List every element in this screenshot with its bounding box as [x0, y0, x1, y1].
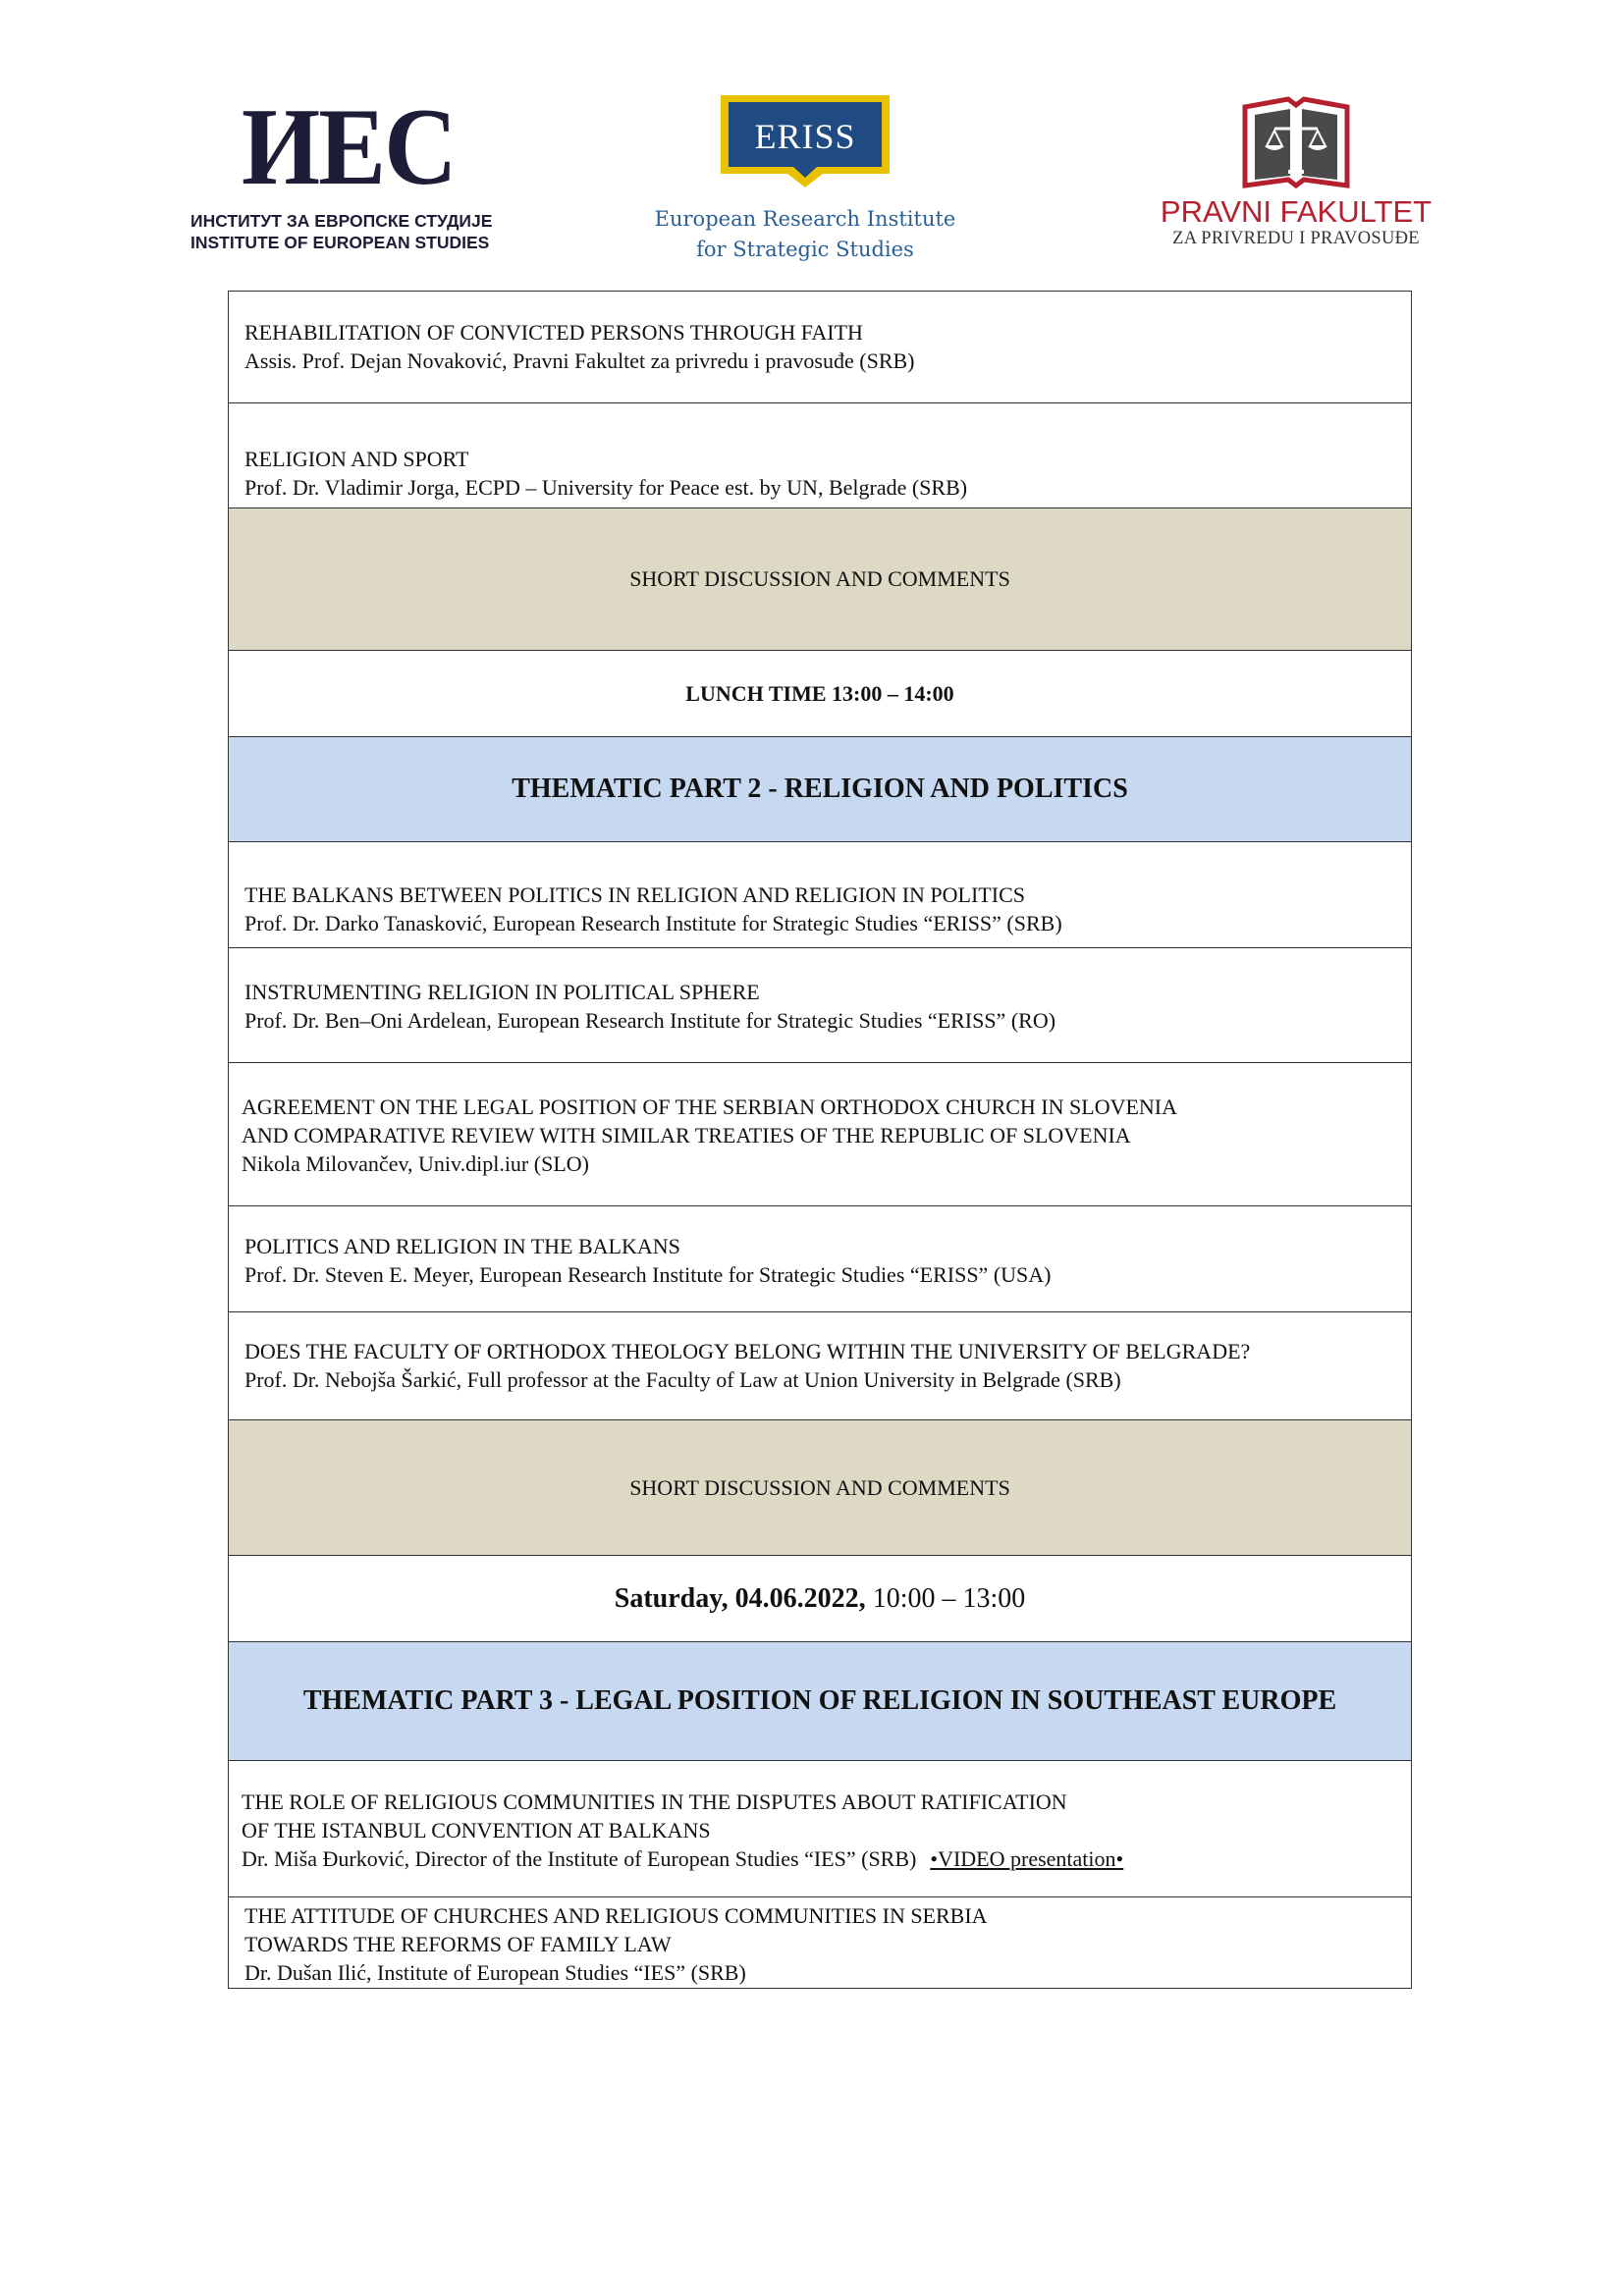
- eriss-name-line-1: European Research Institute: [654, 207, 956, 231]
- program-row-discussion: [229, 507, 1411, 650]
- discussion-label: SHORT DISCUSSION AND COMMENTS: [629, 1474, 1010, 1500]
- talk-speaker: Dr. Miša Đurković, Director of the Institute of European Studies “IES” (SRB): [242, 1846, 917, 1871]
- lunch-label: LUNCH TIME 13:00 – 14:00: [685, 680, 954, 706]
- talk-title: THE BALKANS BETWEEN POLITICS IN RELIGION AND RELIGION IN POLITICS: [244, 882, 1025, 907]
- talk-title: POLITICS AND RELIGION IN THE BALKANS: [244, 1234, 680, 1258]
- program-row-talk: [229, 1062, 1411, 1205]
- talk-title: DOES THE FACULTY OF ORTHODOX THEOLOGY BELONG WITHIN THE UNIVERSITY OF BELGRADE?: [244, 1339, 1251, 1363]
- program-row-discussion: [229, 1419, 1411, 1555]
- ies-logo: [190, 86, 505, 253]
- talk-title-continued: TOWARDS THE REFORMS OF FAMILY LAW: [244, 1932, 672, 1956]
- talk-speaker: Assis. Prof. Dejan Novaković, Pravni Fakultet za privredu i pravosuđe (SRB): [244, 348, 915, 373]
- program-row-lunch: [229, 650, 1411, 736]
- program-row-talk: [229, 402, 1411, 507]
- program-row-talk: [229, 1205, 1411, 1311]
- eriss-badge-text: ERISS: [754, 117, 856, 156]
- program-row-talk: [229, 841, 1411, 947]
- eriss-badge-icon: [719, 93, 892, 191]
- talk-speaker: Prof. Dr. Steven E. Meyer, European Research Institute for Strategic Studies “ERISS” (USA): [244, 1262, 1052, 1287]
- talk-speaker: Nikola Milovančev, Univ.dipl.iur (SLO): [242, 1151, 589, 1176]
- talk-title: AGREEMENT ON THE LEGAL POSITION OF THE SERBIAN ORTHODOX CHURCH IN SLOVENIA: [242, 1095, 1178, 1119]
- theme-heading: THEMATIC PART 2 - RELIGION AND POLITICS: [512, 774, 1128, 804]
- program-row-talk: [229, 1760, 1411, 1896]
- program-row-day: [229, 1555, 1411, 1641]
- talk-speaker: Prof. Dr. Nebojša Šarkić, Full professor at the Faculty of Law at Union University in Belgrade (SRB): [244, 1367, 1121, 1392]
- pravni-fakultet-logo: [1154, 95, 1438, 248]
- pravni-fakultet-subtitle: ZA PRIVREDU I PRAVOSUĐE: [1172, 229, 1420, 248]
- talk-title-continued: AND COMPARATIVE REVIEW WITH SIMILAR TREATIES OF THE REPUBLIC OF SLOVENIA: [242, 1123, 1131, 1148]
- eriss-name-line-2: for Strategic Studies: [696, 238, 914, 261]
- ies-name-cyrillic: ИНСТИТУТ ЗА ЕВРОПСКЕ СТУДИЈЕ: [190, 211, 493, 231]
- ies-logo-mark: ИЕС: [242, 86, 456, 208]
- theme-heading: THEMATIC PART 3 - LEGAL POSITION OF RELIGION IN SOUTHEAST EUROPE: [302, 1685, 1337, 1716]
- program-row-talk: [229, 1896, 1411, 1988]
- talk-speaker: Prof. Dr. Darko Tanasković, European Research Institute for Strategic Studies “ERISS” (SRB): [244, 911, 1062, 935]
- talk-title: REHABILITATION OF CONVICTED PERSONS THROUGH FAITH: [244, 320, 863, 345]
- day-time: 10:00 – 13:00: [872, 1582, 1026, 1614]
- talk-title: THE ATTITUDE OF CHURCHES AND RELIGIOUS COMMUNITIES IN SERBIA: [244, 1903, 988, 1928]
- talk-title: THE ROLE OF RELIGIOUS COMMUNITIES IN THE DISPUTES ABOUT RATIFICATION: [242, 1789, 1067, 1814]
- day-date: Saturday, 04.06.2022,: [614, 1582, 866, 1614]
- pravni-fakultet-title: PRAVNI FAKULTET: [1160, 194, 1433, 229]
- talk-title-continued: OF THE ISTANBUL CONVENTION AT BALKANS: [242, 1818, 711, 1842]
- program-row-talk: [229, 1311, 1411, 1419]
- book-scales-icon: [1241, 95, 1351, 191]
- talk-speaker: Dr. Dušan Ilić, Institute of European Studies “IES” (SRB): [244, 1960, 746, 1985]
- discussion-label: SHORT DISCUSSION AND COMMENTS: [629, 566, 1010, 591]
- ies-name-english: INSTITUTE OF EUROPEAN STUDIES: [190, 233, 490, 252]
- talk-speaker: Prof. Dr. Vladimir Jorga, ECPD – University for Peace est. by UN, Belgrade (SRB): [244, 475, 968, 500]
- program-row-talk: [229, 292, 1411, 402]
- program-table: [228, 291, 1412, 1989]
- video-presentation-link[interactable]: •VIDEO presentation•: [930, 1846, 1124, 1871]
- program-row-talk: [229, 947, 1411, 1062]
- program-row-theme: [229, 1641, 1411, 1760]
- talk-title: RELIGION AND SPORT: [244, 447, 469, 471]
- talk-speaker: Prof. Dr. Ben–Oni Ardelean, European Research Institute for Strategic Studies “ERISS” (RO): [244, 1008, 1056, 1033]
- talk-title: INSTRUMENTING RELIGION IN POLITICAL SPHERE: [244, 980, 760, 1004]
- eriss-logo: [638, 93, 972, 265]
- program-row-theme: [229, 736, 1411, 841]
